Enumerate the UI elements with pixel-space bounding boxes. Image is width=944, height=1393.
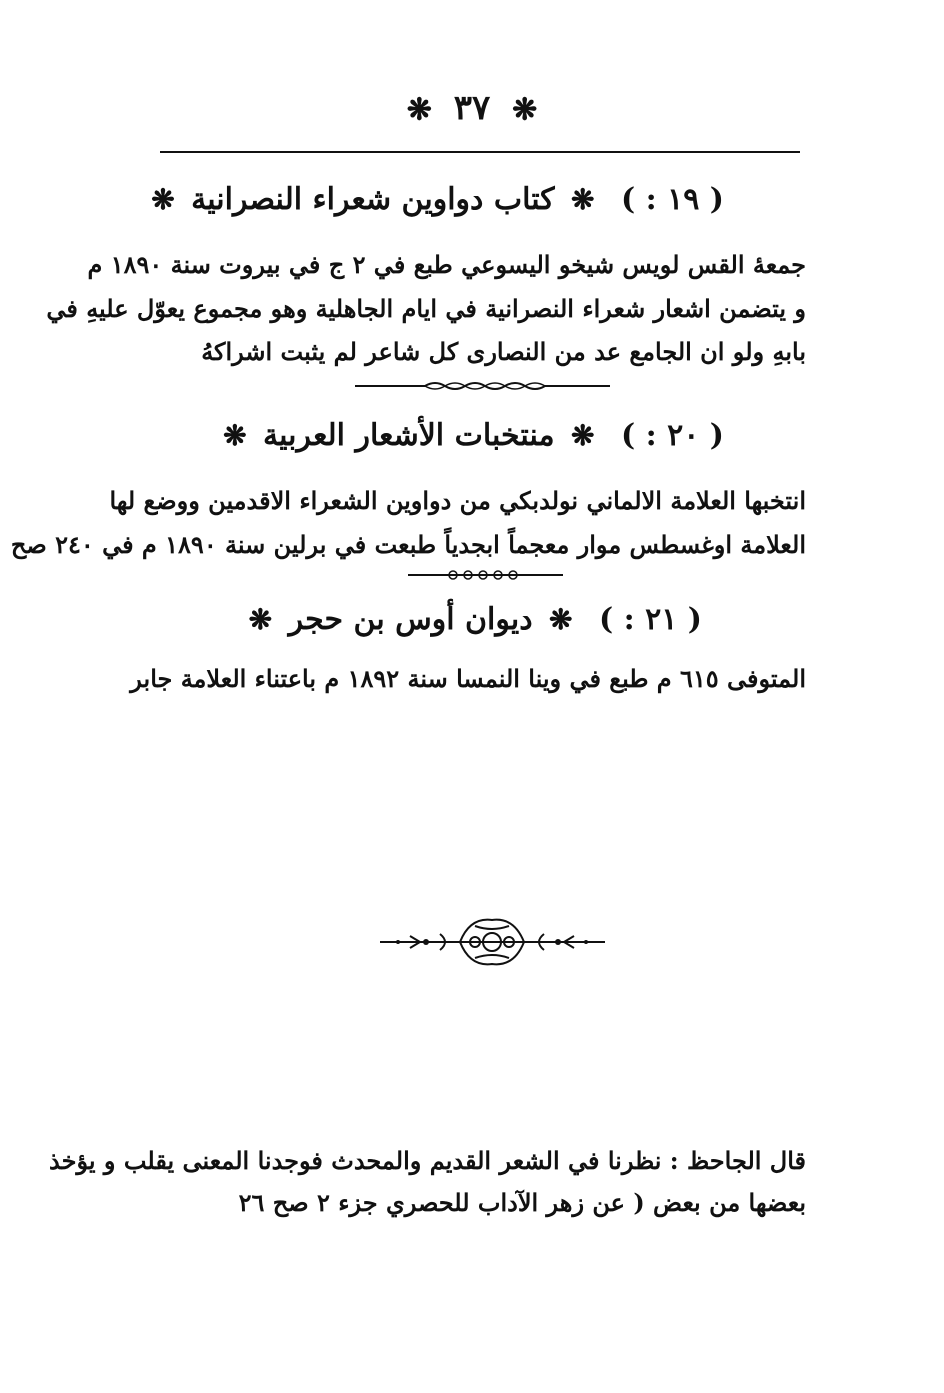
section-19-line-1: جمعهٔ القس لويس شيخو اليسوعي طبع في ٢ ج في بيروت سنة ١٨٩٠ م: [87, 250, 806, 279]
small-ornament-separator: [408, 568, 563, 582]
quote-line-1: قال الجاحظ : نظرنا في الشعر القديم والمحدث فوجدنا المعنى يقلب و يؤخذ: [49, 1146, 806, 1175]
section-title: كتاب دواوين شعراء النصرانية: [191, 182, 555, 217]
section-19-line-3: بابهِ ولو ان الجامع عد من النصارى كل شاعر لم يثبت اشراكهُ: [201, 337, 806, 366]
ornament-icon: ❋: [223, 419, 247, 452]
ornament-icon: ❋: [248, 603, 273, 636]
page-number: ٣٧: [453, 88, 491, 128]
section-title: منتخبات الأشعار العربية: [263, 418, 555, 453]
quote-line-2: بعضها من بعض ( عن زهر الآداب للحصري جزء ٢ صح ٢٦: [238, 1188, 806, 1217]
section-20-line-1: انتخبها العلامة الالماني نولدبكي من دواوين الشعراء الاقدمين ووضع لها: [109, 486, 806, 515]
page-number-header: [0, 88, 944, 128]
section-19-line-2: و يتضمن اشعار شعراء النصرانية في ايام الجاهلية وهو مجموع يعوّل عليهِ في: [46, 294, 806, 323]
section-number: ( ١٩ : ): [620, 182, 724, 217]
section-21-heading: [243, 602, 712, 637]
ornament-icon: ❋: [571, 419, 595, 452]
ornament-icon: ❋: [571, 183, 595, 216]
header-rule: [160, 151, 800, 153]
ornament-right-icon: ❋: [512, 92, 538, 128]
tailpiece-ornament-icon: [380, 912, 605, 972]
ornament-icon: ❋: [549, 603, 573, 636]
wave-separator: [355, 378, 610, 394]
section-20-heading: [217, 418, 734, 453]
section-number: ( ٢١ : ): [598, 602, 702, 637]
section-20-line-2: العلامة اوغسطس موار معجماً ابجدياً طبعت في برلين سنة ١٨٩٠ م في ٢٤٠ صح: [10, 530, 806, 559]
ornament-left-icon: ❋: [406, 92, 432, 128]
ornament-icon: ❋: [151, 183, 175, 216]
section-title: ديوان أوس بن حجر: [288, 602, 533, 637]
section-number: ( ٢٠ : ): [620, 418, 724, 453]
section-21-line-1: المتوفى ٦١٥ م طبع في وينا النمسا سنة ١٨٩٢ م باعتناء العلامة جابر: [130, 664, 806, 693]
section-19-heading: [145, 182, 734, 217]
